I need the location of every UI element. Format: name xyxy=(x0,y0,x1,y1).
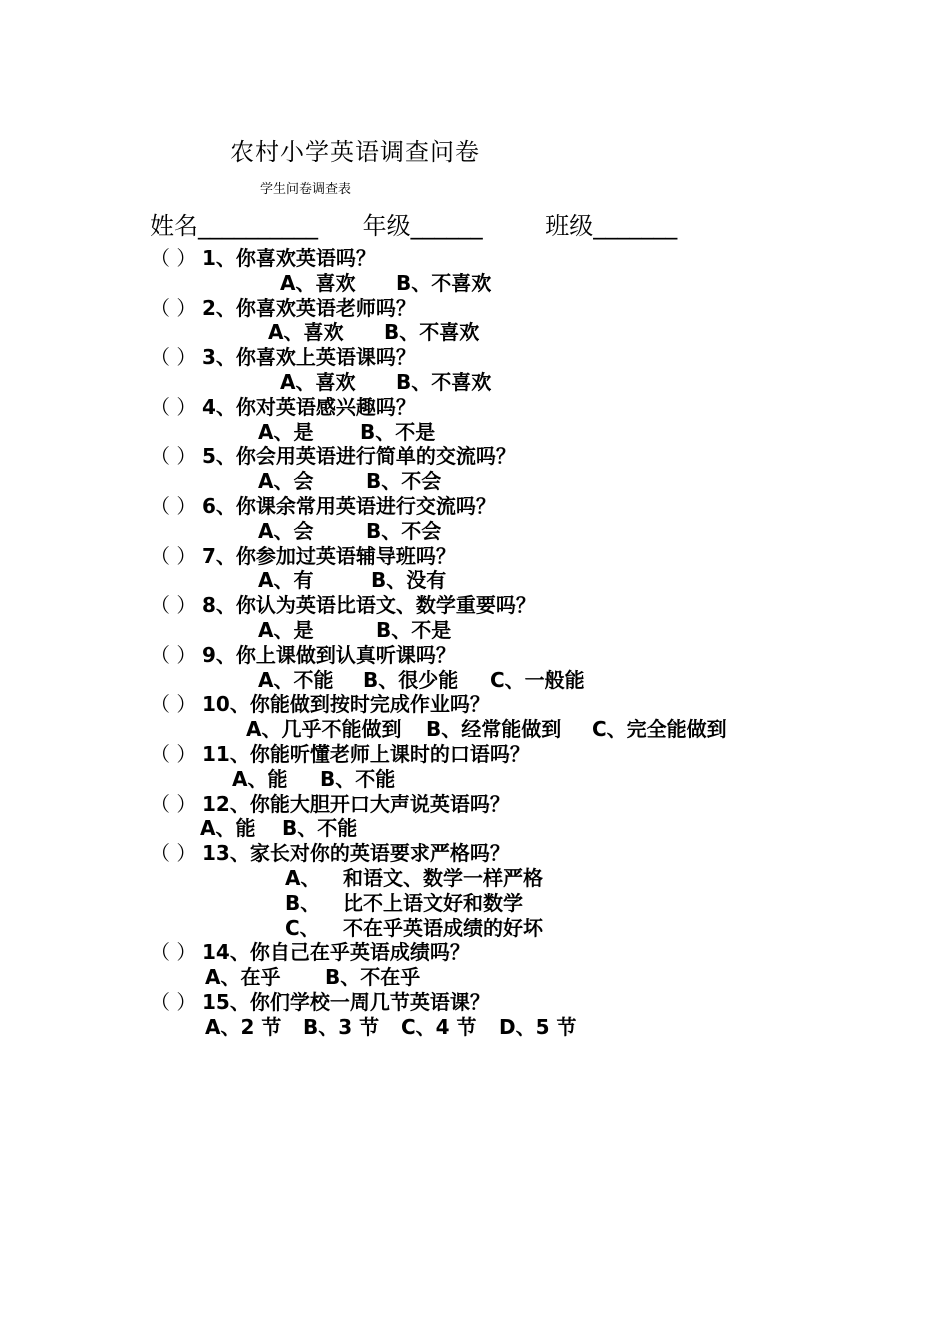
options-1 xyxy=(150,271,930,296)
question-text: 9、你上课做到认真听课吗？ xyxy=(202,642,456,667)
option: C、4 节 xyxy=(401,1014,477,1039)
options-15 xyxy=(150,1015,930,1040)
grade-field: 年级______ xyxy=(362,212,483,240)
document-title: 农村小学英语调查问卷 xyxy=(230,138,480,166)
question-text: 15、你们学校一周几节英语课？ xyxy=(202,989,490,1014)
answer-paren: （ ） xyxy=(150,642,197,667)
options-13-b xyxy=(150,891,930,916)
option: A、喜欢 xyxy=(268,320,344,345)
options-9 xyxy=(150,668,930,693)
option-letter: B、 xyxy=(285,890,321,915)
answer-paren: （ ） xyxy=(150,295,197,320)
answer-paren: （ ） xyxy=(150,741,197,766)
option: B、不喜欢 xyxy=(384,320,480,345)
question-3 xyxy=(150,345,930,370)
class-field: 班级_______ xyxy=(545,212,678,240)
question-2 xyxy=(150,296,930,321)
option: B、不能 xyxy=(320,766,396,791)
option: B、不是 xyxy=(360,419,436,444)
options-11 xyxy=(150,767,930,792)
answer-paren: （ ） xyxy=(150,345,197,370)
options-14 xyxy=(150,965,930,990)
question-text: 4、你对英语感兴趣吗？ xyxy=(202,394,416,419)
option: A、在乎 xyxy=(205,965,281,990)
question-1 xyxy=(150,246,930,271)
question-text: 12、你能大胆开口大声说英语吗？ xyxy=(202,791,510,816)
option: B、3 节 xyxy=(303,1014,380,1039)
options-5 xyxy=(150,469,930,494)
option: A、不能 xyxy=(258,667,334,692)
question-14 xyxy=(150,940,930,965)
student-info-fields xyxy=(150,206,677,241)
answer-paren: （ ） xyxy=(150,841,197,866)
question-11 xyxy=(150,742,930,767)
options-3 xyxy=(150,370,930,395)
option: A、能 xyxy=(200,816,256,841)
options-4 xyxy=(150,420,930,445)
option-letter: C、 xyxy=(285,915,320,940)
question-text: 8、你认为英语比语文、数学重要吗？ xyxy=(202,593,536,618)
option: B、经常能做到 xyxy=(426,717,562,742)
option: A、几乎不能做到 xyxy=(246,717,402,742)
question-13 xyxy=(150,841,930,866)
answer-paren: （ ） xyxy=(150,394,197,419)
option: B、不喜欢 xyxy=(396,369,492,394)
question-8 xyxy=(150,593,930,618)
question-text: 6、你课余常用英语进行交流吗？ xyxy=(202,493,496,518)
option: C、一般能 xyxy=(490,667,585,692)
option: 不在乎英语成绩的好坏 xyxy=(343,915,543,940)
question-list xyxy=(150,246,930,1040)
question-text: 14、你自己在乎英语成绩吗？ xyxy=(202,940,470,965)
document-subtitle: 学生问卷调查表 xyxy=(260,182,352,197)
option: D、5 节 xyxy=(499,1014,577,1039)
option: B、没有 xyxy=(371,568,447,593)
question-text: 3、你喜欢上英语课吗？ xyxy=(202,345,416,370)
option: A、会 xyxy=(258,469,314,494)
question-text: 5、你会用英语进行简单的交流吗？ xyxy=(202,444,516,469)
question-text: 1、你喜欢英语吗？ xyxy=(202,246,376,270)
options-10 xyxy=(150,717,930,742)
option: A、喜欢 xyxy=(280,369,356,394)
option: 比不上语文好和数学 xyxy=(343,890,523,915)
question-15 xyxy=(150,990,930,1015)
answer-paren: （ ） xyxy=(150,543,197,568)
answer-paren: （ ） xyxy=(150,791,197,816)
option: A、2 节 xyxy=(205,1014,282,1039)
option: A、有 xyxy=(258,568,314,593)
answer-paren: （ ） xyxy=(150,989,197,1014)
question-text: 11、你能听懂老师上课时的口语吗？ xyxy=(202,741,530,766)
options-12 xyxy=(150,816,930,841)
option: A、喜欢 xyxy=(280,270,356,295)
option: B、不会 xyxy=(366,469,442,494)
option: B、不在乎 xyxy=(325,965,421,990)
question-6 xyxy=(150,494,930,519)
option: A、是 xyxy=(258,617,314,642)
question-text: 10、你能做到按时完成作业吗？ xyxy=(202,692,490,717)
options-2 xyxy=(150,320,930,345)
answer-paren: （ ） xyxy=(150,692,197,717)
options-8 xyxy=(150,618,930,643)
answer-paren: （ ） xyxy=(150,940,197,965)
options-7 xyxy=(150,568,930,593)
answer-paren: （ ） xyxy=(150,246,197,270)
option: B、很少能 xyxy=(363,667,459,692)
options-6 xyxy=(150,519,930,544)
option: B、不是 xyxy=(376,617,452,642)
answer-paren: （ ） xyxy=(150,444,197,469)
option: B、不喜欢 xyxy=(396,270,492,295)
options-13-c xyxy=(150,916,930,941)
option: A、会 xyxy=(258,518,314,543)
option: C、完全能做到 xyxy=(592,717,727,742)
question-7 xyxy=(150,544,930,569)
options-13-a xyxy=(150,866,930,891)
question-5 xyxy=(150,444,930,469)
question-12 xyxy=(150,792,930,817)
question-text: 2、你喜欢英语老师吗？ xyxy=(202,295,416,320)
question-4 xyxy=(150,395,930,420)
option: B、不会 xyxy=(366,518,442,543)
answer-paren: （ ） xyxy=(150,593,197,618)
option: 和语文、数学一样严格 xyxy=(343,865,543,890)
question-text: 7、你参加过英语辅导班吗？ xyxy=(202,543,456,568)
question-10 xyxy=(150,692,930,717)
answer-paren: （ ） xyxy=(150,493,197,518)
option-letter: A、 xyxy=(285,865,321,890)
option: A、能 xyxy=(232,766,288,791)
option: A、是 xyxy=(258,419,314,444)
question-text: 13、家长对你的英语要求严格吗？ xyxy=(202,841,510,866)
question-9 xyxy=(150,643,930,668)
option: B、不能 xyxy=(282,816,358,841)
name-field: 姓名__________ xyxy=(150,212,318,240)
